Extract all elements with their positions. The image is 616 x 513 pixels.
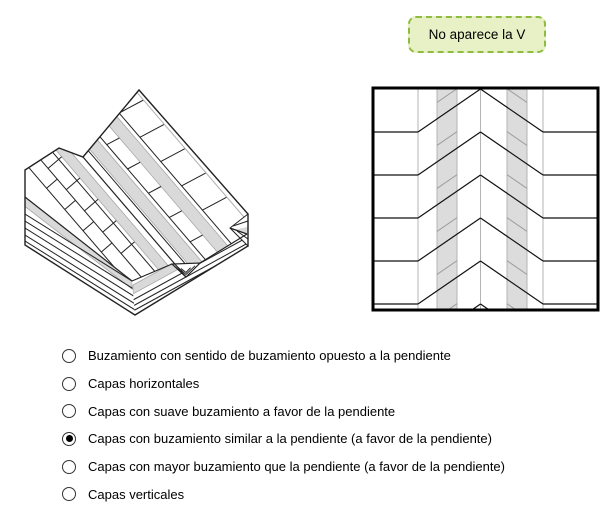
radio-button[interactable] — [62, 432, 76, 446]
option-label: Capas con suave buzamiento a favor de la pendiente — [88, 403, 396, 419]
option-label: Capas con buzamiento similar a la pendiente (a favor de la pendiente) — [88, 431, 492, 447]
block-diagram-figure — [14, 80, 306, 332]
option-label: Capas verticales — [88, 486, 185, 502]
option-label: Capas con mayor buzamiento que la pendiente (a favor de la pendiente) — [88, 459, 505, 475]
option-label: Capas horizontales — [88, 376, 200, 392]
option-row[interactable] — [62, 370, 602, 398]
callout-text: No aparece la V — [428, 27, 526, 42]
radio-button[interactable] — [62, 487, 76, 501]
radio-button[interactable] — [62, 377, 76, 391]
option-row[interactable] — [62, 480, 602, 508]
option-row[interactable] — [62, 397, 602, 425]
gray-outcrop-strip — [507, 90, 527, 309]
option-row[interactable] — [62, 425, 602, 453]
callout-no-v — [408, 16, 546, 53]
radio-button[interactable] — [62, 460, 76, 474]
radio-button[interactable] — [62, 404, 76, 418]
option-row[interactable] — [62, 453, 602, 481]
option-row[interactable] — [62, 342, 602, 370]
radio-button[interactable] — [62, 349, 76, 363]
gray-outcrop-strip — [437, 90, 457, 309]
map-view-figure — [371, 86, 600, 312]
option-label: Buzamiento con sentido de buzamiento opuesto a la pendiente — [88, 348, 451, 364]
options-list — [62, 342, 602, 508]
